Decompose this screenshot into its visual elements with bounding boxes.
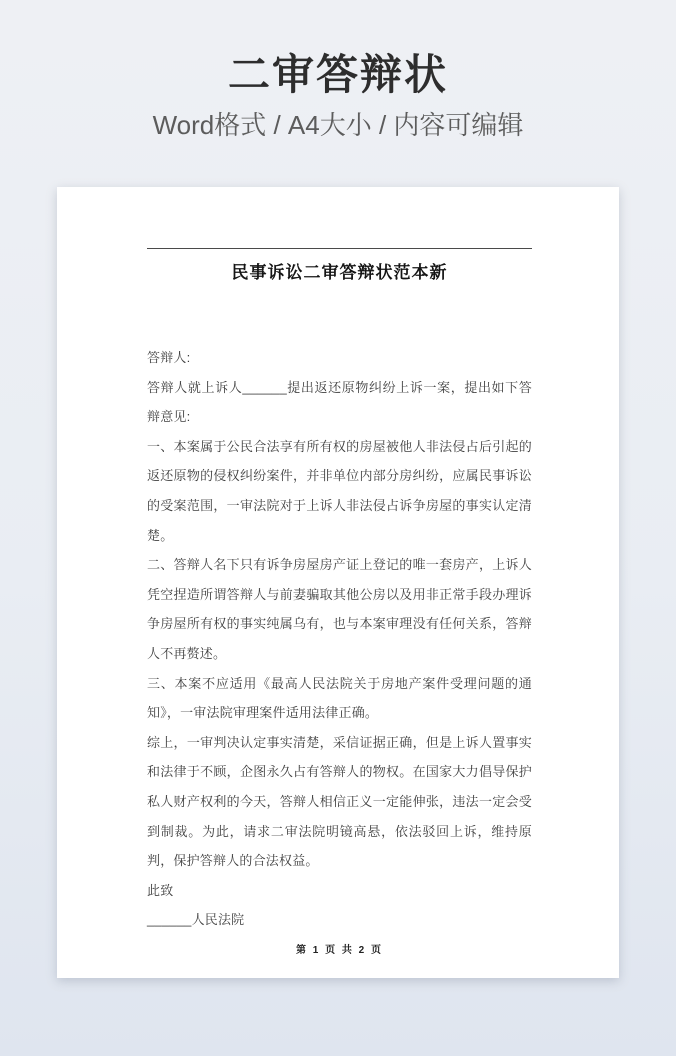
page-number: 第 1 页 共 2 页 [295,944,383,956]
document-paragraph: 三、本案不应适用《最高人民法院关于房地产案件受理问题的通知》，一审法院审理案件适用法律正确。 [147,675,532,721]
document-paragraph: 综上，一审判决认定事实清楚，采信证据正确，但是上诉人置事实和法律于不顾，企图永久占有答辩人的物权。在国家大力倡导保护私人财产权利的今天，答辩人相信正义一定能伸张，违法一定会受到制裁。为此，请求二审法院明镜高悬，依法驳回上诉，维持原判，保护答辩人的合法权益。 [147,734,532,869]
document-title: 民事诉讼二审答辩状范本新 [231,263,448,282]
header [0,0,676,141]
document-paragraph: 此致 [147,882,174,898]
title-rule [147,248,532,249]
document-paragraph: 一、本案属于公民合法享有所有权的房屋被他人非法侵占后引起的返还原物的侵权纠纷案件，并非单位内部分房纠纷，应属民事诉讼的受案范围，一审法院对于上诉人非法侵占诉争房屋的事实认定清楚。 [147,438,532,543]
page-title: 二审答辩状 [227,51,448,98]
document-body [147,343,532,935]
page-subtitle: Word格式 / A4大小 / 内容可编辑 [152,110,524,140]
document-paragraph: 答辩人: [147,350,191,365]
document-paragraph: 二、答辩人名下只有诉争房屋房产证上登记的唯一套房产，上诉人凭空捏造所谓答辩人与前妻骗取其他公房以及用非正常手段办理诉争房屋所有权的事实纯属乌有，也与本案审理没有任何关系，答辩人不再赘述。 [147,557,532,661]
document-paragraph: ______人民法院 [147,912,245,928]
document-paragraph: 答辩人就上诉人______提出返还原物纠纷上诉一案，提出如下答辩意见: [147,379,532,425]
document-page [57,187,619,978]
